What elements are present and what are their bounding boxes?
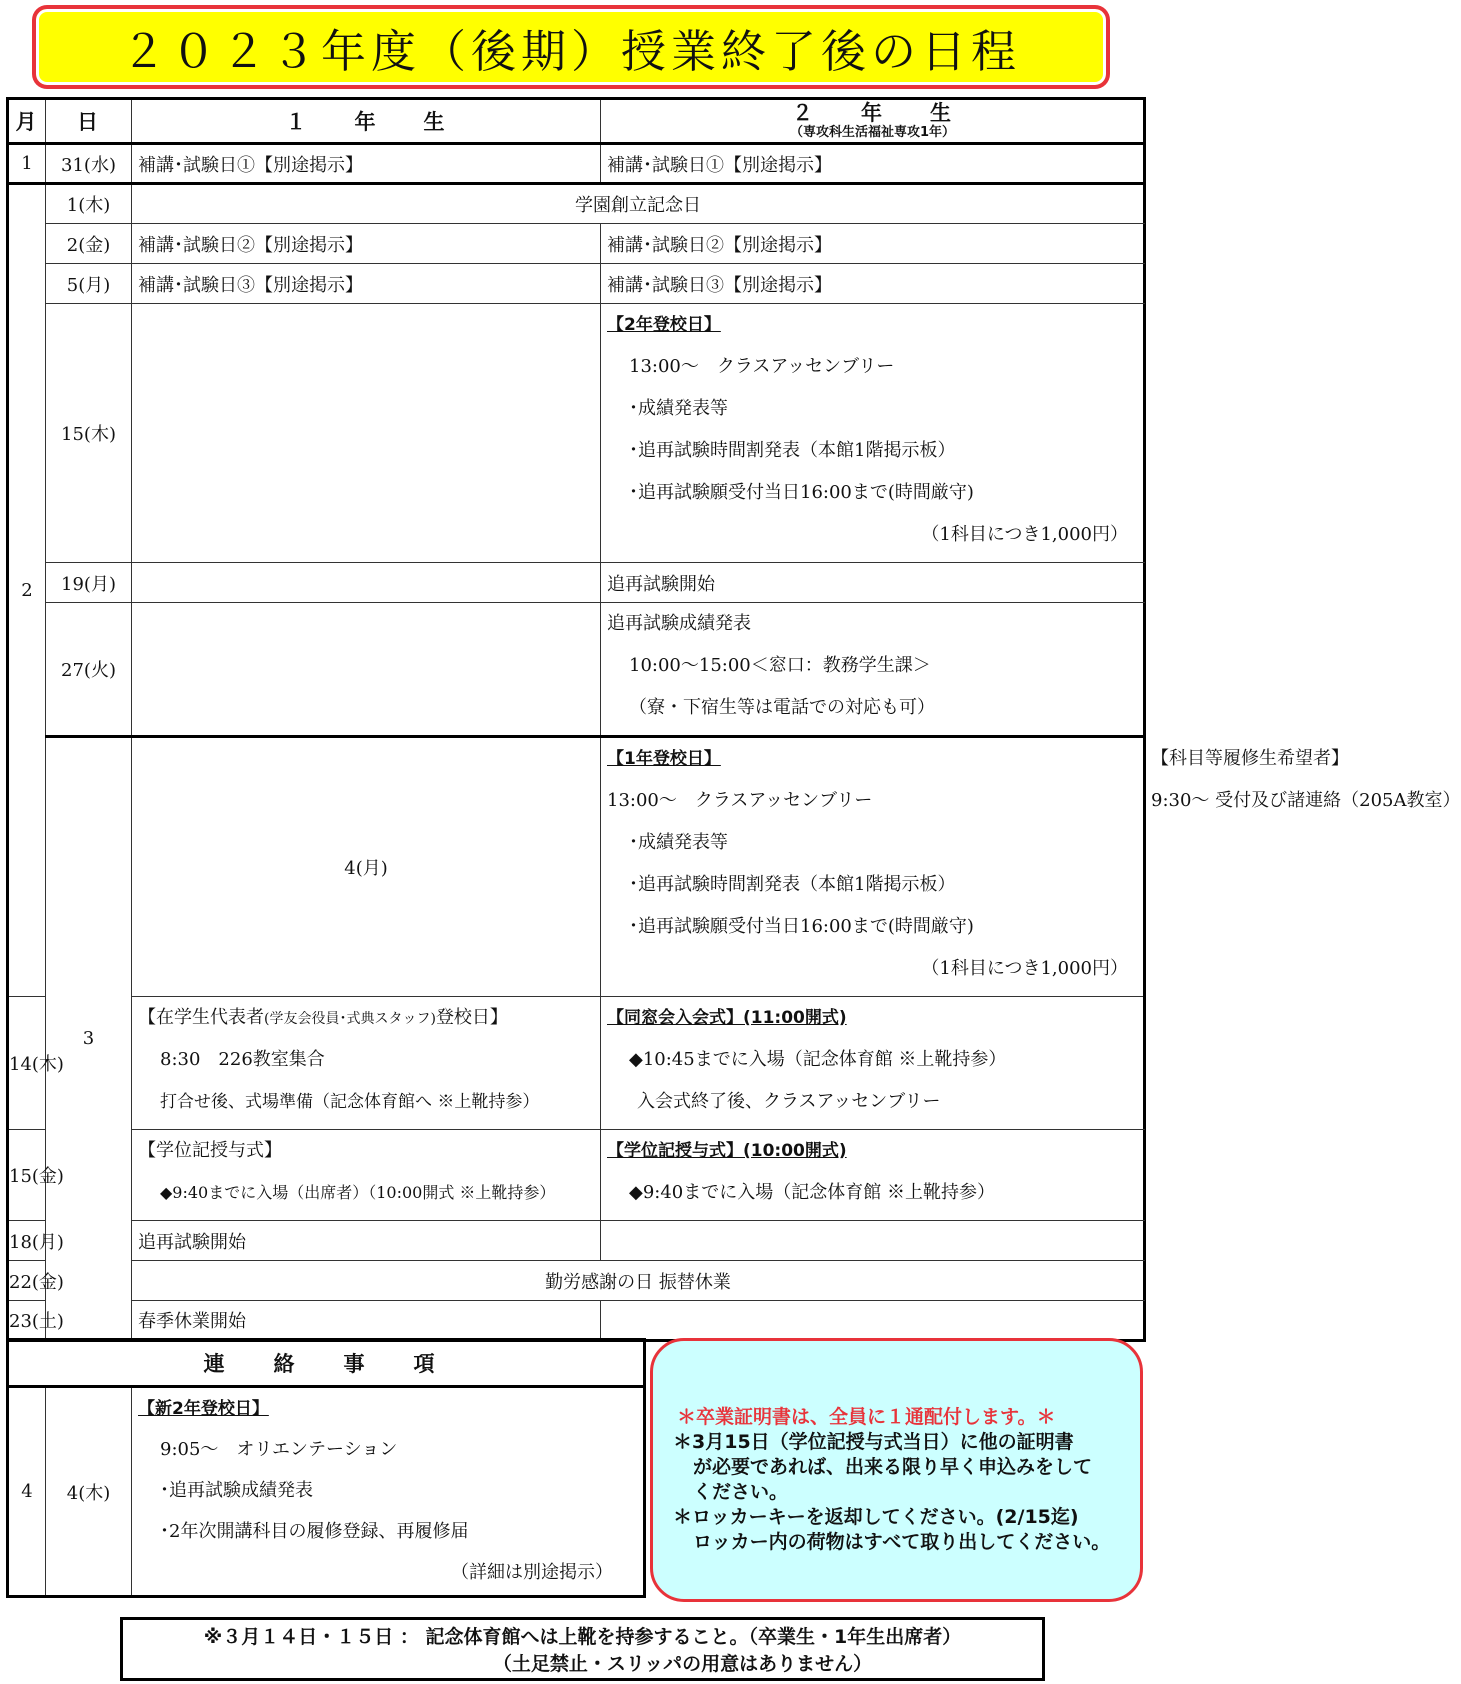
day-cell: 22(金) bbox=[8, 1261, 46, 1301]
day-cell: 27(火) bbox=[46, 603, 132, 737]
both-years-cell: 勤労感謝の日 振替休業 bbox=[132, 1261, 1145, 1301]
year1-cell bbox=[132, 563, 601, 603]
table-row bbox=[8, 264, 1145, 304]
event-line: ･追再試験願受付当日16:00まで(時間厳守) bbox=[629, 482, 974, 503]
year1-cell bbox=[132, 1130, 601, 1221]
year1-cell bbox=[132, 603, 601, 737]
table-row bbox=[8, 224, 1145, 264]
day-cell: 1(木) bbox=[46, 184, 132, 224]
table-row bbox=[8, 304, 1145, 563]
month-header: 月 bbox=[8, 99, 46, 144]
both-years-cell: 学園創立記念日 bbox=[132, 184, 1145, 224]
month-cell: 1 bbox=[8, 144, 46, 184]
day-cell: 4(木) bbox=[46, 1387, 132, 1597]
table-row bbox=[8, 563, 1145, 603]
event-heading: 【同窓会入会式】(11:00開式) bbox=[607, 1008, 847, 1028]
day-header: 日 bbox=[46, 99, 132, 144]
event-line: 13:00～ クラスアッセンブリー bbox=[629, 356, 895, 377]
day-cell: 19(月) bbox=[46, 563, 132, 603]
year2-title: ２ 年 生 bbox=[792, 101, 953, 125]
day-cell: 18(月) bbox=[8, 1221, 46, 1261]
event-heading: 【1年登校日】 bbox=[607, 749, 721, 769]
cert-line: ロッカー内の荷物はすべて取り出してください。 bbox=[693, 1531, 1111, 1553]
table-row bbox=[8, 1261, 1145, 1301]
year2-cell: 補講･試験日①【別途掲示】 bbox=[601, 144, 1145, 184]
page-title: ２０２３年度（後期）授業終了後の日程 bbox=[120, 24, 1021, 78]
year2-cell bbox=[601, 1301, 1145, 1341]
year1-header: １ 年 生 bbox=[132, 99, 601, 144]
day-cell: 14(木) bbox=[8, 997, 46, 1130]
day-cell: 4(月) bbox=[132, 737, 601, 997]
year2-cell bbox=[601, 1221, 1145, 1261]
table-row bbox=[8, 184, 1145, 224]
year1-cell bbox=[132, 997, 601, 1130]
day-cell: 15(金) bbox=[8, 1130, 46, 1221]
event-heading: 【2年登校日】 bbox=[607, 315, 721, 335]
event-line: ･追再試験時間割発表（本館1階掲示板） bbox=[629, 874, 956, 895]
month-cell: 2 bbox=[8, 184, 46, 997]
event-heading-part: 【在学生代表者 bbox=[138, 1007, 264, 1028]
notice-table bbox=[6, 1338, 646, 1598]
month-cell: 3 bbox=[46, 737, 132, 1341]
day-cell: 5(月) bbox=[46, 264, 132, 304]
month-cell: 4 bbox=[8, 1387, 46, 1597]
table-row bbox=[8, 144, 1145, 184]
event-line: ･2年次開講科目の履修登録、再履修届 bbox=[160, 1521, 469, 1542]
schedule-table bbox=[6, 97, 1461, 1342]
event-line: ･追再試験成績発表 bbox=[160, 1480, 313, 1501]
cert-line: ください。 bbox=[693, 1481, 789, 1503]
event-heading-part: (学友会役員･式典スタッフ) bbox=[264, 1011, 436, 1027]
day-cell: 31(水) bbox=[46, 144, 132, 184]
table-row bbox=[8, 997, 1145, 1130]
day-cell: 23(土) bbox=[8, 1301, 46, 1341]
title-banner bbox=[33, 6, 1109, 88]
event-line: ◆9:40までに入場（記念体育館 ※上靴持参） bbox=[629, 1182, 995, 1203]
day-cell: 15(木) bbox=[46, 304, 132, 563]
certificate-notice-box bbox=[650, 1338, 1143, 1602]
year2-cell bbox=[601, 1130, 1145, 1221]
cert-line: ＊3月15日（学位記授与式当日）に他の証明書 bbox=[673, 1431, 1074, 1453]
event-line: ◆9:40までに入場（出席者）（10:00開式 ※上靴持参） bbox=[160, 1183, 556, 1202]
event-line: 13:00～ クラスアッセンブリー bbox=[607, 790, 873, 811]
year1-cell bbox=[601, 737, 1145, 997]
event-line: ･成績発表等 bbox=[629, 832, 728, 853]
year2-cell bbox=[601, 603, 1145, 737]
table-row bbox=[8, 603, 1145, 737]
footer-notice bbox=[120, 1617, 1045, 1681]
year1-cell bbox=[132, 304, 601, 563]
notice-header-row bbox=[8, 1340, 645, 1387]
event-line: 入会式終了後、クラスアッセンブリー bbox=[637, 1091, 941, 1112]
event-line: （1科目につき1,000円） bbox=[921, 524, 1128, 545]
footer-line: （土足禁止・スリッパの用意はありません） bbox=[492, 1653, 873, 1675]
event-heading bbox=[138, 1003, 594, 1045]
event-line: ◆10:45までに入場（記念体育館 ※上靴持参） bbox=[629, 1049, 1007, 1070]
year1-cell: 補講･試験日①【別途掲示】 bbox=[132, 144, 601, 184]
table-row: 3 4(月) 【1年登校日】 13:00～ クラスアッセンブリー ･成績発表等 ･追再試験時間割発表（本館1階掲示板） ･追再試験願受付当日16:00まで(時間厳守) （1科目につき1,000円） 【科目等履修生希望者】 9:30～ 受付及び諸連絡（205A教室） bbox=[8, 737, 1145, 997]
year2-cell: 補講･試験日②【別途掲示】 bbox=[601, 224, 1145, 264]
event-line: 8:30 226教室集合 bbox=[160, 1049, 325, 1070]
event-line: 追再試験成績発表 bbox=[607, 613, 751, 634]
event-line: ･成績発表等 bbox=[629, 398, 728, 419]
year1-cell: 追再試験開始 bbox=[132, 1221, 601, 1261]
event-line: （寮・下宿生等は電話での対応も可） bbox=[629, 697, 935, 718]
year2-cell bbox=[601, 997, 1145, 1130]
header-row bbox=[8, 99, 1145, 144]
table-row bbox=[8, 1221, 1145, 1261]
notice-header: 連 絡 事 項 bbox=[8, 1340, 645, 1387]
notice-row bbox=[8, 1387, 645, 1597]
event-heading-part: 登校日】 bbox=[435, 1007, 508, 1028]
event-line: 10:00～15:00＜窓口：教務学生課＞ bbox=[629, 655, 931, 676]
event-line: 打合せ後、式場準備（記念体育館へ ※上靴持参） bbox=[160, 1092, 540, 1112]
footer-line: ※３月１４日・１５日 ： 記念体育館へは上靴を持参すること。（卒業生・1年生出席者） bbox=[203, 1626, 962, 1648]
year1-cell: 補講･試験日③【別途掲示】 bbox=[132, 264, 601, 304]
table-row bbox=[8, 1130, 1145, 1221]
cert-line: ＊卒業証明書は、全員に１通配付します。＊ bbox=[677, 1406, 1056, 1428]
day-cell: 2(金) bbox=[46, 224, 132, 264]
year2-subtitle: （専攻科生活福祉専攻1年） bbox=[789, 125, 956, 140]
cert-line: が必要であれば、出来る限り早く申込みをして bbox=[693, 1456, 1093, 1478]
year1-cell: 補講･試験日②【別途掲示】 bbox=[132, 224, 601, 264]
cert-line: ＊ロッカーキーを返却してください。(2/15迄) bbox=[673, 1506, 1079, 1528]
notice-cell bbox=[132, 1387, 645, 1597]
event-line: ･追再試験願受付当日16:00まで(時間厳守) bbox=[629, 916, 974, 937]
table-row bbox=[8, 1301, 1145, 1341]
year1-cell: 春季休業開始 bbox=[132, 1301, 601, 1341]
year2-cell: 補講･試験日③【別途掲示】 bbox=[601, 264, 1145, 304]
event-line: （1科目につき1,000円） bbox=[921, 958, 1128, 979]
event-heading: 【学位記授与式】 bbox=[138, 1140, 282, 1161]
year2-cell bbox=[601, 304, 1145, 563]
event-line: ･追再試験時間割発表（本館1階掲示板） bbox=[629, 440, 956, 461]
year2-cell: 追再試験開始 bbox=[601, 563, 1145, 603]
event-line: 9:05～ オリエンテーション bbox=[160, 1439, 398, 1460]
event-heading: 【新2年登校日】 bbox=[138, 1399, 269, 1419]
event-line: （詳細は別途掲示） bbox=[451, 1562, 613, 1583]
year2-header bbox=[601, 99, 1145, 144]
event-heading: 【学位記授与式】(10:00開式) bbox=[607, 1141, 847, 1161]
